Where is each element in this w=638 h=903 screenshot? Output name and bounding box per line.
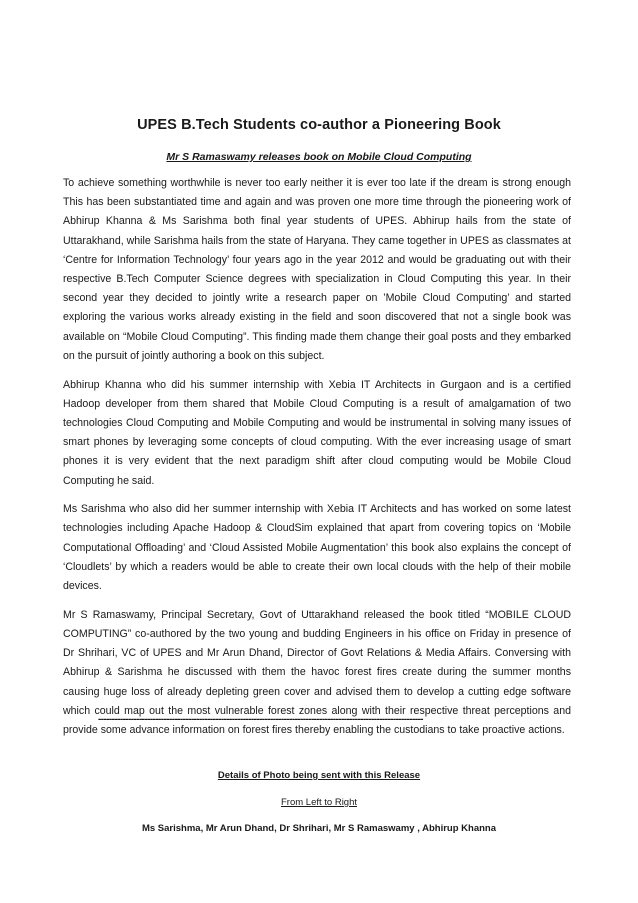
paragraph: Abhirup Khanna who did his summer internship with Xebia IT Architects in Gurgaon and is a certified Hadoop developer from them shared that Mobile Cloud Computing is a result of amalgamation of two technologies Cloud Computing and Mobile Computing and would be instrumental in solving many issues of smart phones by leveraging some concepts of cloud computing. With the ever increasing usage of smart phones it is very evident that the next paradigm shift after cloud computing would be Mobile Cloud Computing he said. (63, 378, 571, 487)
document-title: UPES B.Tech Students co-author a Pioneering Book (137, 117, 501, 133)
paragraph: Ms Sarishma who also did her summer internship with Xebia IT Architects and has worked on some latest technologies including Apache Hadoop & CloudSim explained that apart from covering topics on ‘Mobile Computational Offloading’ and ‘Cloud Assisted Mobile Augmentation’ this book also explains the concept of ‘Cloudlets’ by which a readers would be able to create their own local clouds with the help of their mobile devices. (63, 503, 571, 593)
photo-order-label: From Left to Right (280, 797, 358, 808)
photo-details-heading: Details of Photo being sent with this Release (217, 770, 421, 781)
document-body (63, 174, 571, 750)
document-subtitle: Mr S Ramaswamy releases book on Mobile Cloud Computing (166, 151, 472, 163)
photo-names: Ms Sarishma, Mr Arun Dhand, Dr Shrihari, Mr S Ramaswamy , Abhirup Khanna (141, 823, 497, 834)
paragraph: To achieve something worthwhile is never too early neither it is ever too late if the dream is strong enough This has been substantiated time and again and was proven one more time through the pioneering work of Abhirup Khanna & Ms Sarishma both final year students of UPES. Abhirup hails from the state of Uttarakhand, while Sarishma hails from the state of Haryana. They came together in UPES as classmates at ‘Centre for Information Technology’ four years ago in the year 2012 and would be graduating out with their respective B.Tech Computer Science degrees with specialization in Cloud Computing this year. In their second year they decided to jointly write a research paper on ’Mobile Cloud Computing’ and started exploring the various works already existing in the field and soon discovered that not a single book was available on “Mobile Cloud Computing”. This finding made them change their goal posts and they embarked on the pursuit of jointly authoring a book on this subject. (63, 177, 571, 362)
paragraph: Mr S Ramaswamy, Principal Secretary, Govt of Uttarakhand released the book titled “MOBILE CLOUD COMPUTING” co-authored by the two young and budding Engineers in his office on Friday in presence of Dr Shrihari, VC of UPES and Mr Arun Dhand, Director of Govt Relations & Media Affairs. Conversing with Abhirup & Sarishma he discussed with them the havoc forest fires create during the summer months causing huge loss of already depleting green cover and advised them to develop a cutting edge software which could map out the most vulnerable forest zones along with their respective threat perceptions and provide some advance information on forest fires thereby enabling the custodians to take proactive actions. (63, 608, 571, 736)
separator-line: ----------------------------------------------------------------------------------------------------------------------- (98, 714, 423, 725)
